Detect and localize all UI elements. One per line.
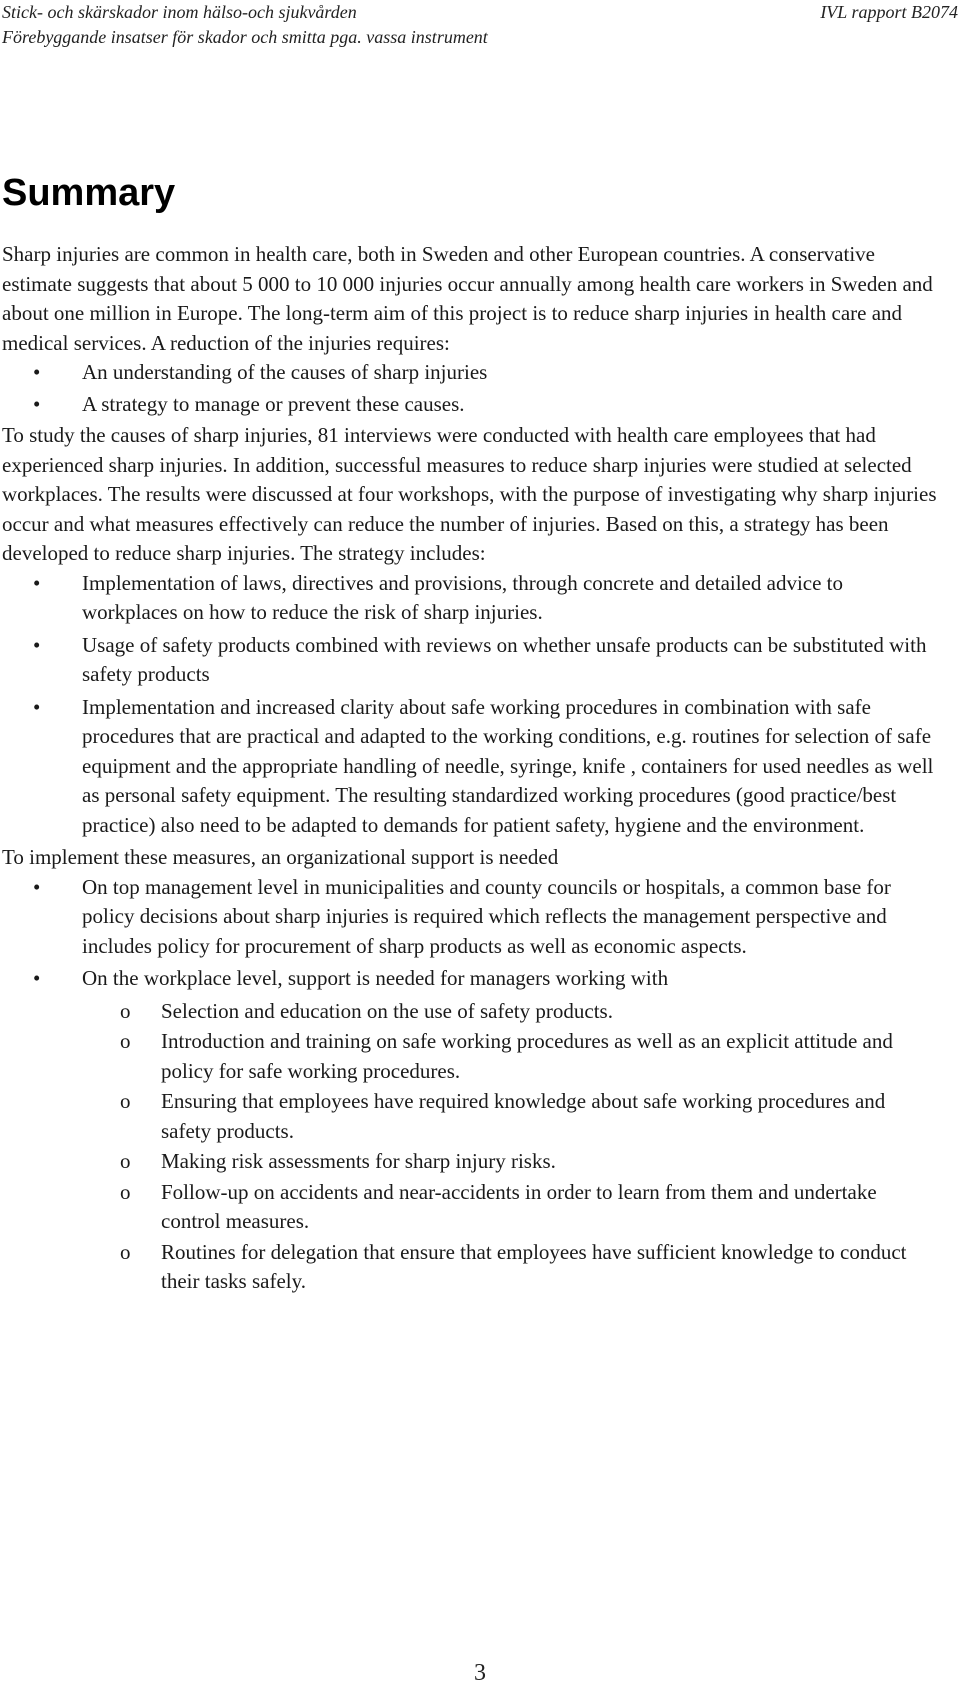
sublist-item: o Selection and education on the use of safety products.	[2, 997, 937, 1027]
sublist-item: o Making risk assessments for sharp injury risks.	[2, 1147, 937, 1177]
list-item: • On top management level in municipalities and county councils or hospitals, a common base for policy decisions about sharp injuries is required which reflects the management perspective and includes policy for procurement of sharp products as well as economic aspects.	[2, 873, 937, 962]
list-item: • A strategy to manage or prevent these causes.	[2, 390, 937, 420]
support-intro: To implement these measures, an organizational support is needed	[2, 845, 559, 869]
sublist-item: o Follow-up on accidents and near-accidents in order to learn from them and undertake control measures.	[2, 1178, 937, 1237]
header-title-line2: Förebyggande insatser för skador och smitta pga. vassa instrument	[2, 27, 488, 47]
header-title-line1: Stick- och skärskador inom hälso-och sjukvården	[2, 2, 357, 22]
workplace-sublist	[2, 997, 937, 1297]
summary-body	[2, 240, 937, 1298]
study-paragraph: To study the causes of sharp injuries, 81 interviews were conducted with health care employees that had experienced sharp injuries. In addition, successful measures to reduce sharp injuries were studied at selected workplaces. The results were discussed at four workshops, with the purpose of investigating why sharp injuries occur and what measures effectively can reduce the number of injuries. Based on this, a strategy has been developed to reduce sharp injuries. The strategy includes:	[2, 423, 937, 565]
header-report-id: IVL rapport B2074	[820, 2, 958, 22]
running-header	[2, 0, 958, 50]
requirements-list	[2, 358, 937, 419]
sublist-item: o Introduction and training on safe working procedures as well as an explicit attitude and policy for safe working procedures.	[2, 1027, 937, 1086]
support-list	[2, 873, 937, 994]
sublist-item: o Ensuring that employees have required knowledge about safe working procedures and safety products.	[2, 1087, 937, 1146]
list-item: • Implementation of laws, directives and provisions, through concrete and detailed advice to workplaces on how to reduce the risk of sharp injuries.	[2, 569, 937, 628]
list-item: • On the workplace level, support is needed for managers working with	[2, 964, 937, 994]
page-number: 3	[474, 1660, 486, 1686]
list-item: • Implementation and increased clarity about safe working procedures in combination with safe procedures that are practical and adapted to the working conditions, e.g. routines for selection of safe equipment and the appropriate handling of needle, syringe, knife , containers for used needles as well as personal safety equipment. The resulting standardized working procedures (good practice/best practice) also need to be adapted to demands for patient safety, hygiene and the environment.	[2, 693, 937, 841]
intro-paragraph: Sharp injuries are common in health care, both in Sweden and other European countries. A conservative estimate suggests that about 5 000 to 10 000 injuries occur annually among health care workers in Sweden and about one million in Europe. The long-term aim of this project is to reduce sharp injuries in health care and medical services. A reduction of the injuries requires:	[2, 242, 933, 355]
page-title: Summary	[2, 172, 176, 214]
strategy-list	[2, 569, 937, 841]
sublist-item: o Routines for delegation that ensure that employees have sufficient knowledge to conduct their tasks safely.	[2, 1238, 937, 1297]
list-item: • An understanding of the causes of sharp injuries	[2, 358, 937, 388]
list-item: • Usage of safety products combined with reviews on whether unsafe products can be substituted with safety products	[2, 631, 937, 690]
